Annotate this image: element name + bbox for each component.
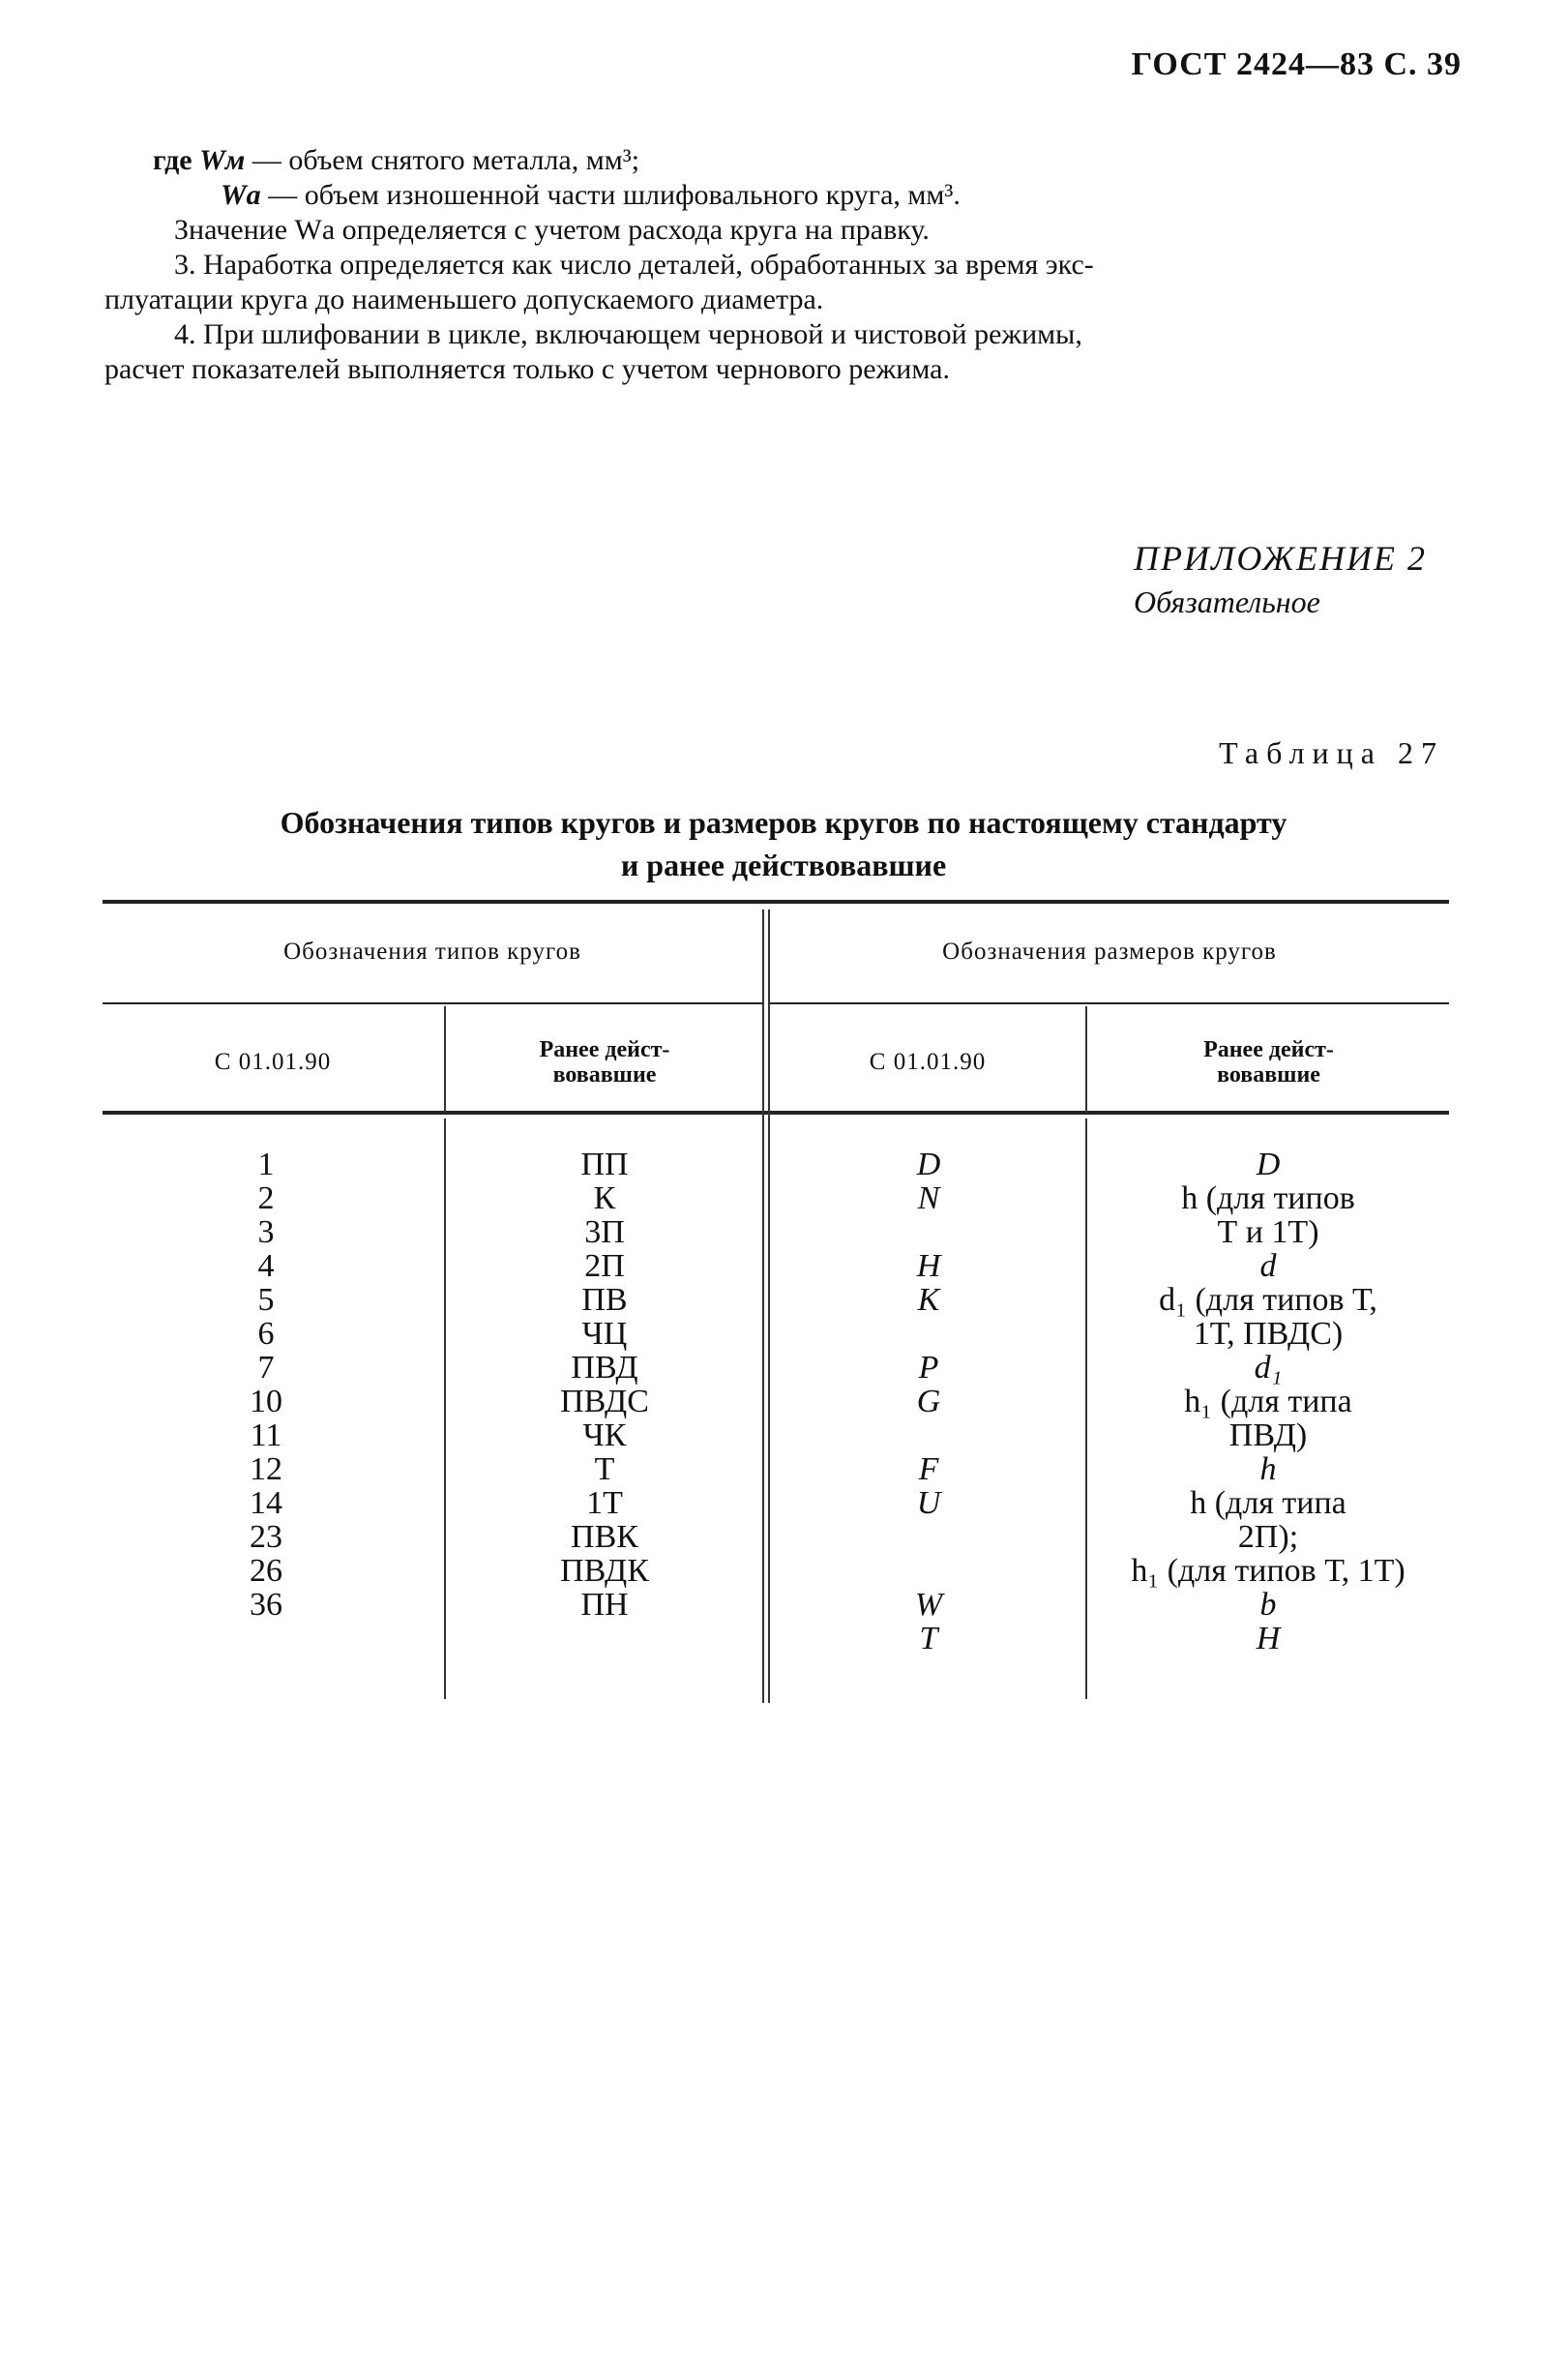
table-cell: ПВДК — [560, 1553, 649, 1589]
appendix-subtitle: Обязательное — [1134, 584, 1320, 619]
table-cell — [832, 1520, 1025, 1554]
table-cell: d₁ (для типов Т, — [1159, 1282, 1377, 1318]
col-types-new — [169, 1148, 363, 1622]
table-cell: h₁ (для типа — [1184, 1384, 1352, 1419]
item3-line1: 3. Наработка определяется как число деталей, обработанных за время экс- — [174, 249, 1094, 281]
where-word: где — [153, 144, 192, 176]
table-cell: ЧЦ — [581, 1316, 628, 1352]
col-divider-middle-b — [768, 910, 770, 1703]
wm-description: — объем снятого металла, мм³; — [251, 144, 640, 176]
table-cell: 12 — [250, 1451, 282, 1487]
table-cell: b — [1259, 1587, 1277, 1623]
table-cell: 10 — [250, 1384, 282, 1419]
table-cell: 5 — [257, 1282, 275, 1318]
item4-line1: 4. При шлифовании в цикле, включающем черновой и чистовой режимы, — [174, 318, 1082, 350]
table-cell: K — [917, 1282, 940, 1318]
table-cell: 3 — [257, 1214, 275, 1250]
table-top-rule — [103, 900, 1449, 904]
item4-line2: расчет показателей выполняется только с учетом чернового режима. — [104, 353, 950, 385]
wa-description: — объем изношенной части шлифовального круга, мм³. — [268, 179, 961, 211]
table-cell: h — [1259, 1451, 1277, 1487]
formula-line-wm — [153, 143, 639, 178]
table-cell: К — [593, 1180, 616, 1216]
col-sizes-old — [1089, 1148, 1447, 1655]
table-cell: 14 — [250, 1485, 282, 1521]
table-cell: U — [916, 1485, 941, 1521]
col-sizes-new — [832, 1148, 1025, 1655]
table-cell: h (для типа — [1190, 1485, 1346, 1521]
table-cell: Т — [594, 1451, 615, 1487]
table-cell — [832, 1317, 1025, 1351]
col-divider-1 — [444, 1118, 446, 1699]
table-cell: h₁ (для типов Т, 1Т) — [1131, 1553, 1405, 1589]
table-cell: H — [1256, 1621, 1281, 1656]
table-cell: 2П — [584, 1248, 625, 1284]
col-types-old — [474, 1148, 735, 1622]
table-cell: 6 — [257, 1316, 275, 1352]
table-cell: 26 — [250, 1553, 282, 1589]
subheader-sizes-old: Ранее дейст- вовавшие — [1203, 1037, 1334, 1088]
header-sizes: Обозначения размеров кругов — [942, 939, 1277, 965]
table-cell: ПП — [580, 1147, 629, 1182]
appendix-title: ПРИЛОЖЕНИЕ 2 — [1134, 539, 1427, 578]
table-cell: H — [916, 1248, 941, 1284]
header-bottom-rule — [103, 1111, 1449, 1115]
table-cell: 1 — [257, 1147, 275, 1182]
table-cell: 3П — [584, 1214, 625, 1250]
header-types: Обозначения типов кругов — [283, 939, 581, 965]
subheader-types-new: С 01.01.90 — [214, 1049, 332, 1075]
formula-value-note: Значение Wа определяется с учетом расхода круга на правку. — [174, 214, 930, 246]
table-cell: ПВД) — [1228, 1417, 1308, 1453]
table-cell: 2 — [257, 1180, 275, 1216]
formula-line-wa — [221, 178, 961, 213]
wm-symbol: Wм — [199, 144, 246, 176]
table-cell: F — [918, 1451, 939, 1487]
subheader-types-old: Ранее дейст- вовавшие — [539, 1037, 670, 1088]
table-cell: ПВК — [571, 1519, 638, 1555]
page-header: ГОСТ 2424—83 С. 39 — [1131, 46, 1462, 82]
subheader-sizes-new: С 01.01.90 — [869, 1049, 987, 1075]
table-cell: D — [916, 1147, 941, 1182]
col-divider-1-header — [444, 1006, 446, 1113]
col-divider-3-header — [1085, 1006, 1087, 1113]
table-cell: 1Т, ПВДС) — [1193, 1316, 1344, 1352]
table-cell: ЧК — [582, 1417, 627, 1453]
table-number: Таблица 27 — [1219, 735, 1444, 770]
table-cell: ПН — [580, 1587, 629, 1623]
table-title-line1: Обозначения типов кругов и размеров кругов по настоящему стандарту — [280, 805, 1287, 840]
table-cell: ПВДС — [560, 1384, 649, 1419]
table-cell — [832, 1215, 1025, 1249]
table-cell: G — [916, 1384, 941, 1419]
table-cell: P — [918, 1350, 939, 1386]
table-cell: d — [1259, 1248, 1277, 1284]
table-cell: 7 — [257, 1350, 275, 1386]
table-cell: 1Т — [586, 1485, 623, 1521]
table-cell: d₁ — [1254, 1350, 1283, 1386]
group-divider-left — [103, 1002, 762, 1004]
group-divider-right — [770, 1002, 1449, 1004]
item3-line2: плуатации круга до наименьшего допускаемого диаметра. — [104, 283, 824, 315]
table-cell: 2П); — [1237, 1519, 1299, 1555]
table-cell: Т и 1Т) — [1217, 1214, 1319, 1250]
table-cell: 11 — [250, 1417, 282, 1453]
table-cell: N — [917, 1180, 940, 1216]
table-cell — [832, 1554, 1025, 1588]
table-cell: h (для типов — [1181, 1180, 1355, 1216]
table-cell: 4 — [257, 1248, 275, 1284]
table-cell: 36 — [250, 1587, 282, 1623]
table-cell: W — [914, 1587, 943, 1623]
col-divider-middle-a — [762, 910, 764, 1703]
col-divider-3 — [1085, 1118, 1087, 1699]
table-cell: 23 — [250, 1519, 282, 1555]
wa-symbol: Wа — [221, 179, 261, 211]
table-cell: ПВД — [571, 1350, 638, 1386]
table-cell — [832, 1418, 1025, 1452]
table-cell: D — [1256, 1147, 1281, 1182]
table-title-line2: и ранее действовавшие — [620, 848, 947, 882]
table-cell: T — [919, 1621, 938, 1656]
table-cell: ПВ — [581, 1282, 628, 1318]
